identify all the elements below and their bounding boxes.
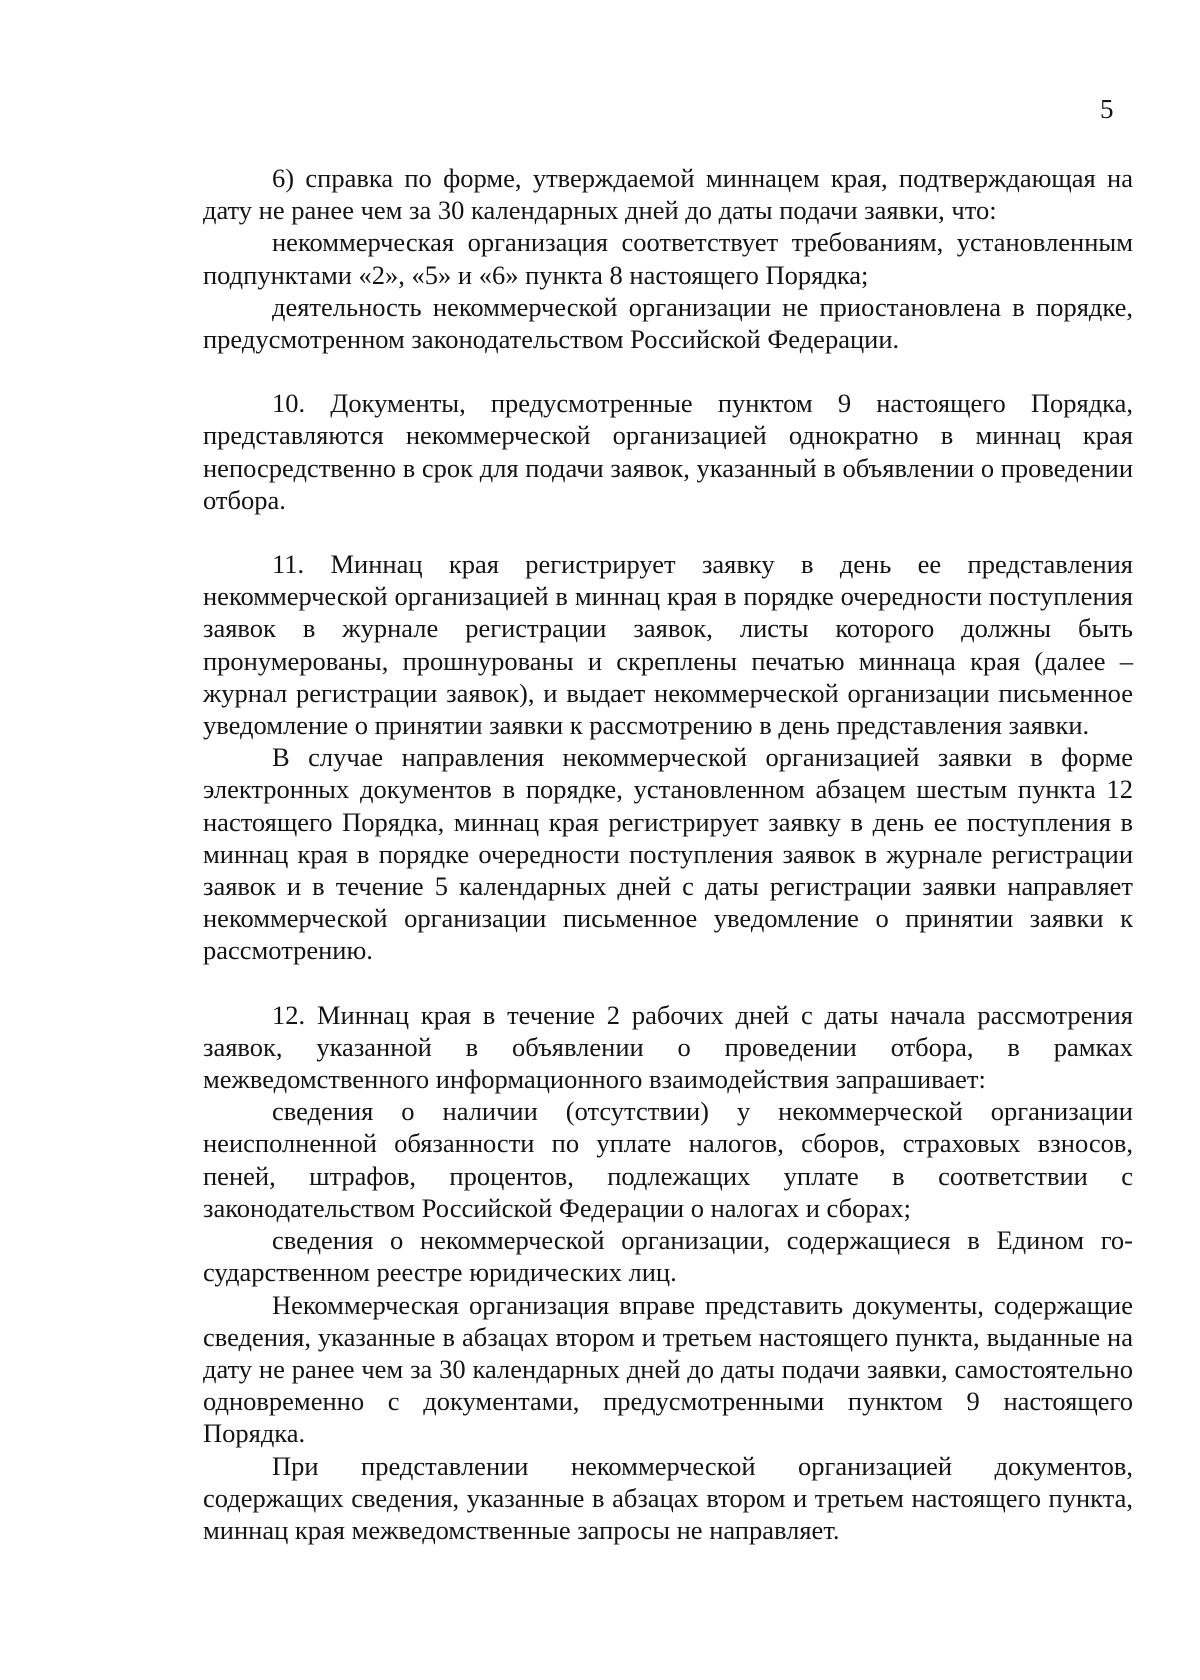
paragraph-clause-12-no-requests: При представлении некоммерческой организацией документов, содержащих сведения, указанные в абзацах втором и третьем настоящего пункта, миннац края межведомственные запросы не направляет. (203, 1450, 1133, 1545)
page-number: 5 (1100, 94, 1114, 124)
paragraph-clause-12-tax-info: сведения о наличии (отсутствии) у некоммерческой организации неисполненной обязанности по уплате налогов, сборов, страховых взносов, пеней, штрафов, процентов, подлежащих уплате в соответствии с законодательством Российской Федерации о налогах и сборах; (203, 1096, 1133, 1223)
paragraph-clause-12-registry-info: сведения о некоммерческой организации, содержащиеся в Едином государственном реестре юридических лиц. (203, 1225, 1133, 1288)
paragraph-clause-11: 11. Миннац края регистрирует заявку в день ее представления некоммерческой организацией в миннац края в порядке очередности поступления заявок в журнале регистрации заявок, листы которого должны быть пронумерованы, прошнурованы и скреплены печатью миннаца края (далее – журнал регистрации заявок), и выдает некоммерческой организации письменное уведомление о принятии заявки к рассмотрению в день представления заявки. (203, 549, 1133, 741)
paragraph-item-6-compliance: некоммерческая организация соответствует требованиям, установленным подпунктами «2», «5» и «6» пункта 8 настоящего Порядка; (203, 227, 1133, 290)
paragraph-clause-12-self-submit: Некоммерческая организация вправе представить документы, содержащие сведения, указанные в абзацах втором и третьем настоящего пункта, выданные на дату не ранее чем за 30 календарных дней до даты подачи заявки, самостоятельно одновременно с документами, предусмотренными пунктом 9 настоящего Порядка. (203, 1289, 1133, 1449)
paragraph-item-6-activity: деятельность некоммерческой организации не приостановлена в порядке, предусмотренном законодательством Российской Федерации. (203, 291, 1133, 355)
paragraph-clause-10: 10. Документы, предусмотренные пунктом 9 настоящего Порядка, представляются некоммерческой организацией однократно в миннац края непосредственно в срок для подачи заявок, указанный в объявлении о проведении отбора. (203, 388, 1133, 515)
paragraph-clause-12: 12. Миннац края в течение 2 рабочих дней с даты начала рассмотрения заявок, указанной в объявлении о проведении отбора, в рамках межведомственного информационного взаимодействия запрашивает: (203, 999, 1133, 1095)
paragraph-clause-11-electronic: В случае направления некоммерческой организацией заявки в форме электронных документов в порядке, установленном абзацем шестым пункта 12 настоящего Порядка, миннац края регистрирует заявку в день ее поступления в миннац края в порядке очередности поступления заявок в журнале регистрации заявок и в течение 5 календарных дней с даты регистрации заявки направляет некоммерческой организации письменное уведомление о принятии заявки к рассмотрению. (203, 742, 1133, 966)
paragraph-item-6: 6) справка по форме, утверждаемой миннацем края, подтверждающая на дату не ранее чем за 30 календарных дней до даты подачи заявки, что: (203, 163, 1133, 226)
document-body (203, 162, 1133, 1546)
